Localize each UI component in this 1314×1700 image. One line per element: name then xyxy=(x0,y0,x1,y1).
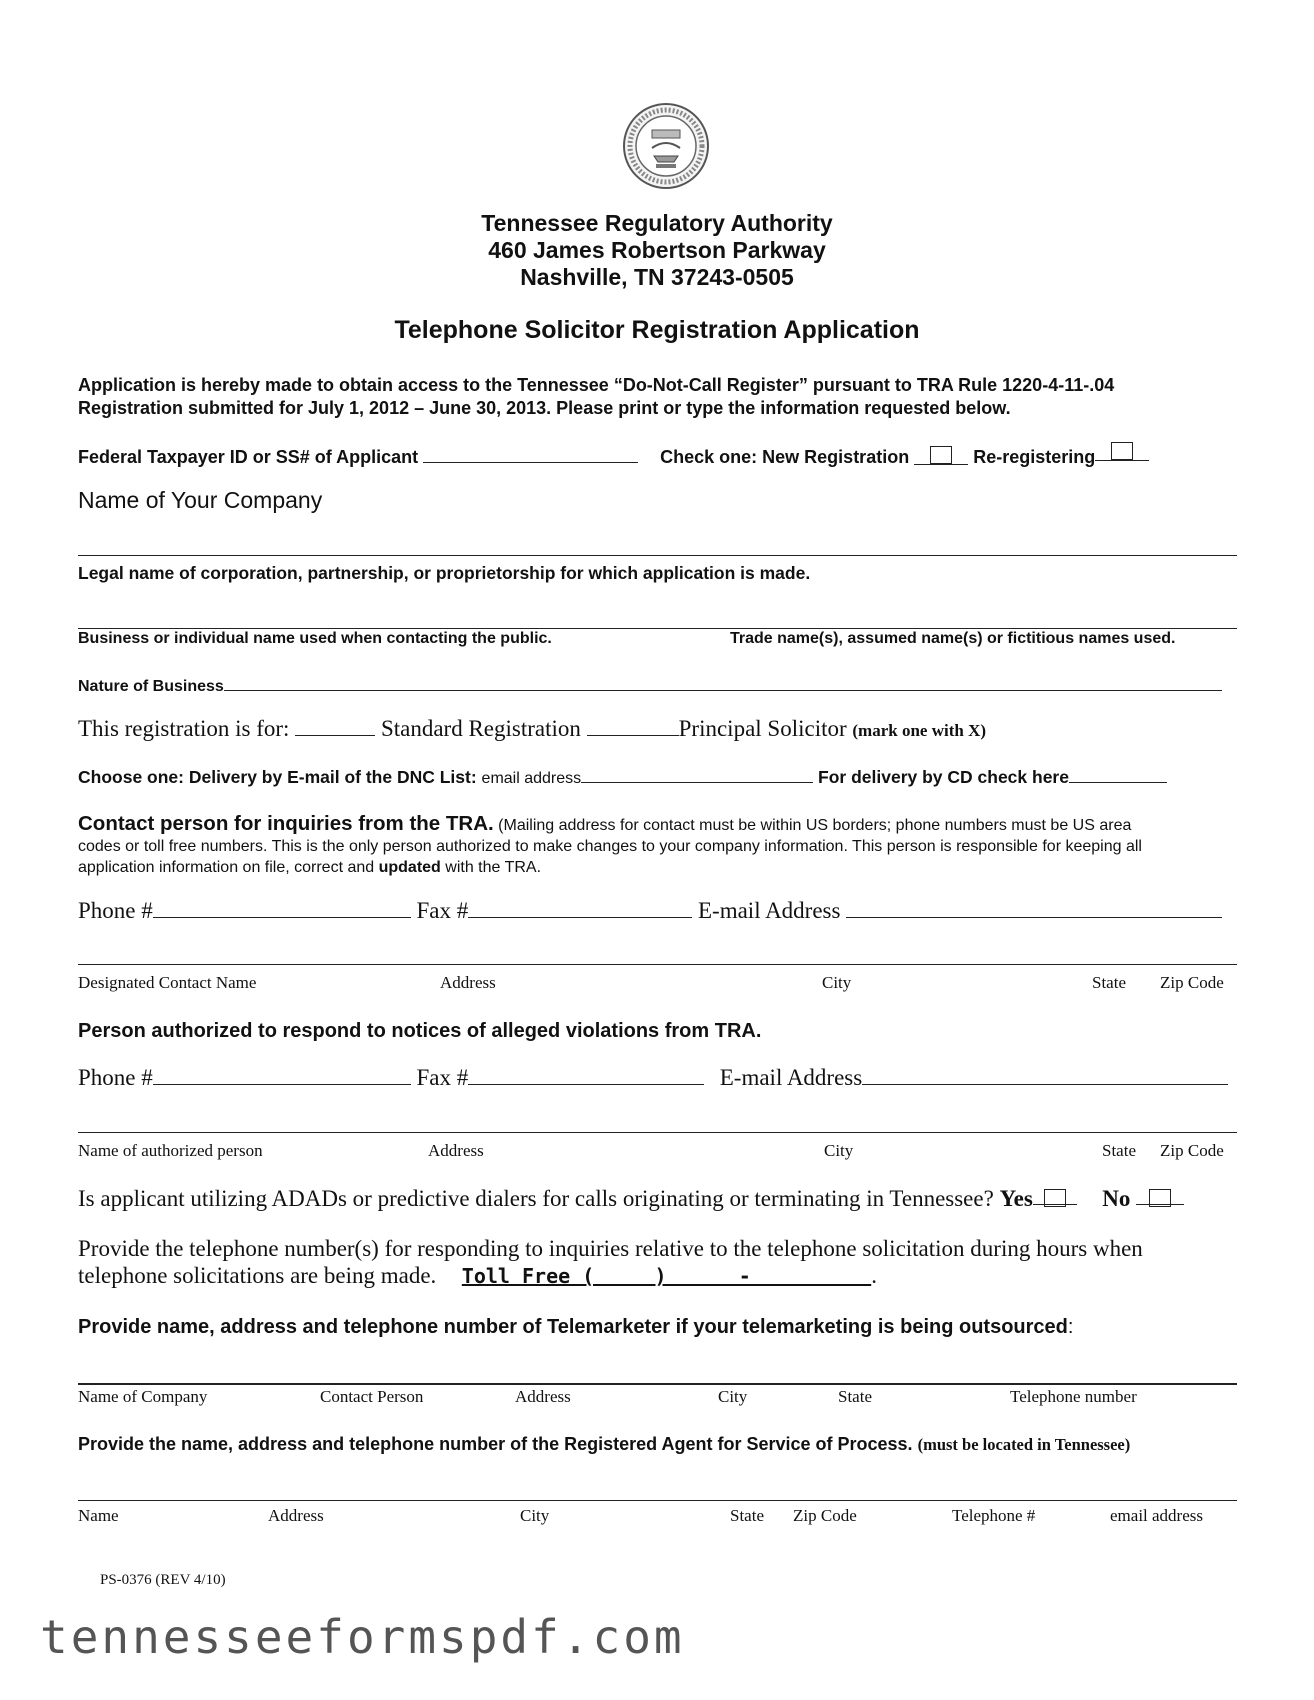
agent-caption-telephone: Telephone # xyxy=(952,1506,1036,1525)
taxpayer-label: Federal Taxpayer ID or SS# of Applicant xyxy=(78,447,419,467)
org-street: 460 James Robertson Parkway xyxy=(488,237,826,263)
agent-note: (must be located in Tennessee) xyxy=(917,1435,1131,1454)
contact-caption-zip: Zip Code xyxy=(1160,973,1224,992)
telemarketer-caption-telephone: Telephone number xyxy=(1010,1387,1137,1406)
adad-no-line[interactable] xyxy=(1136,1186,1184,1205)
telemarketer-line[interactable] xyxy=(78,1383,1237,1385)
contact-fax-label: Fax # xyxy=(416,898,469,923)
registration-type-note: (mark one with X) xyxy=(852,721,987,740)
cd-delivery-label: For delivery by CD check here xyxy=(818,767,1069,787)
contact-email-field[interactable] xyxy=(846,899,1222,918)
registration-type-prefix: This registration is for: xyxy=(78,716,290,741)
contact-address-line[interactable] xyxy=(78,964,1237,965)
delivery-email-field[interactable] xyxy=(581,767,813,783)
agent-caption-name: Name xyxy=(78,1506,119,1525)
contact-note-2: codes or toll free numbers. This is the only person authorized to make changes to your company information. This person is responsible for keeping all xyxy=(78,838,1142,855)
telemarketer-caption-contact: Contact Person xyxy=(320,1387,424,1406)
delivery-row xyxy=(78,767,1167,788)
contact-note-3b: updated xyxy=(378,859,441,876)
contact-phone-row xyxy=(78,898,1222,924)
contact-fax-field[interactable] xyxy=(468,899,692,918)
tollfree-line-2-row: telephone solicitations are being made. Toll Free ( ) - . xyxy=(78,1263,877,1288)
form-title: Telephone Solicitor Registration Application xyxy=(394,316,920,344)
company-legal-name-line[interactable] xyxy=(78,555,1237,556)
agent-heading: Provide the name, address and telephone number of the Registered Agent for Service of Process. xyxy=(78,1434,913,1454)
delivery-choose-label: Choose one: Delivery by E-mail of the DNC List: xyxy=(78,767,477,787)
new-registration-checkbox-line[interactable] xyxy=(914,446,968,465)
principal-solicitor-label: Principal Solicitor xyxy=(678,716,847,741)
trade-name-caption: Trade name(s), assumed name(s) or fictitious names used. xyxy=(730,630,1176,647)
adad-yes-line[interactable] xyxy=(1033,1186,1077,1205)
agent-line[interactable] xyxy=(78,1500,1237,1501)
telemarketer-caption-state: State xyxy=(838,1387,872,1406)
adad-question: Is applicant utilizing ADADs or predictive dialers for calls originating or terminating in Tennessee? xyxy=(78,1186,994,1211)
contact-heading: Contact person for inquiries from the TRA. xyxy=(78,812,494,835)
nature-of-business-row xyxy=(78,675,1222,696)
legal-name-caption: Legal name of corporation, partnership, or proprietorship for which application is made. xyxy=(78,563,811,583)
principal-solicitor-mark[interactable] xyxy=(587,717,679,736)
agent-caption-address: Address xyxy=(268,1506,324,1525)
intro-line-1: Application is hereby made to obtain access to the Tennessee “Do-Not-Call Register” pursuant to TRA Rule 1220-4-11-.04 xyxy=(78,375,1115,395)
authorized-caption-name: Name of authorized person xyxy=(78,1141,263,1160)
re-registering-label: Re-registering xyxy=(973,447,1096,467)
company-name-value[interactable]: Name of Your Company xyxy=(78,487,323,513)
org-city-line: Nashville, TN 37243-0505 xyxy=(520,264,794,290)
tollfree-line-1: Provide the telephone number(s) for responding to inquiries relative to the telephone solicitation during hours when xyxy=(78,1236,1143,1261)
state-seal xyxy=(622,102,710,190)
nature-of-business-field[interactable] xyxy=(224,675,1222,691)
standard-registration-label: Standard Registration xyxy=(380,716,581,741)
contact-caption-state: State xyxy=(1092,973,1126,992)
contact-heading-row xyxy=(78,812,1131,836)
adad-no-checkbox[interactable] xyxy=(1149,1189,1171,1207)
contact-phone-field[interactable] xyxy=(153,899,411,918)
toll-free-number-field[interactable]: Toll Free ( ) - xyxy=(461,1264,872,1288)
contact-caption-name: Designated Contact Name xyxy=(78,973,257,992)
re-registering-checkbox-line[interactable] xyxy=(1095,442,1149,461)
registration-type-row xyxy=(78,716,986,742)
cd-delivery-field[interactable] xyxy=(1069,767,1167,783)
telemarketer-caption-city: City xyxy=(718,1387,748,1406)
site-watermark: tennesseeformspdf.com xyxy=(40,1610,685,1664)
business-name-line[interactable] xyxy=(78,628,1237,629)
contact-note-3c: with the TRA. xyxy=(440,859,542,876)
contact-note-3 xyxy=(78,859,541,877)
telemarketer-caption-address: Address xyxy=(515,1387,571,1406)
authorized-fax-field[interactable] xyxy=(468,1066,704,1085)
standard-registration-mark[interactable] xyxy=(295,717,375,736)
tollfree-line-2: telephone solicitations are being made. xyxy=(78,1263,437,1288)
telemarketer-caption-company: Name of Company xyxy=(78,1387,208,1406)
authorized-fax-label: Fax # xyxy=(416,1065,469,1090)
authorized-address-line[interactable] xyxy=(78,1132,1237,1133)
authorized-heading: Person authorized to respond to notices of alleged violations from TRA. xyxy=(78,1020,762,1042)
contact-note-1: (Mailing address for contact must be within US borders; phone numbers must be US area xyxy=(498,817,1132,834)
taxpayer-row xyxy=(78,442,1149,468)
agent-caption-state: State xyxy=(730,1506,764,1525)
agent-caption-zip: Zip Code xyxy=(793,1506,857,1525)
authorized-caption-state: State xyxy=(1102,1141,1136,1160)
authorized-phone-row xyxy=(78,1065,1228,1091)
check-one-label: Check one: New Registration xyxy=(660,447,910,467)
contact-phone-label: Phone # xyxy=(78,898,153,923)
authorized-email-field[interactable] xyxy=(862,1066,1228,1085)
contact-caption-address: Address xyxy=(440,973,496,992)
intro-line-2: Registration submitted for July 1, 2012 – June 30, 2013. Please print or type the information requested below. xyxy=(78,398,1011,418)
authorized-email-label: E-mail Address xyxy=(719,1065,863,1090)
telemarketer-heading-row xyxy=(78,1316,1073,1339)
telemarketer-heading: Provide name, address and telephone number of Telemarketer if your telemarketing is being outsourced xyxy=(78,1316,1068,1338)
contact-email-label: E-mail Address xyxy=(698,898,841,923)
authorized-caption-address: Address xyxy=(428,1141,484,1160)
new-registration-checkbox[interactable] xyxy=(930,446,952,464)
business-name-caption: Business or individual name used when contacting the public. xyxy=(78,630,552,647)
re-registering-checkbox[interactable] xyxy=(1111,442,1133,460)
authorized-caption-city: City xyxy=(824,1141,854,1160)
authorized-caption-zip: Zip Code xyxy=(1160,1141,1224,1160)
agent-heading-row xyxy=(78,1434,1130,1455)
taxpayer-id-field[interactable] xyxy=(423,444,638,463)
authorized-phone-field[interactable] xyxy=(153,1066,411,1085)
adad-row xyxy=(78,1186,1184,1212)
authorized-phone-label: Phone # xyxy=(78,1065,153,1090)
adad-yes-label: Yes xyxy=(999,1186,1033,1211)
agent-caption-city: City xyxy=(520,1506,550,1525)
form-number: PS-0376 (REV 4/10) xyxy=(100,1572,226,1588)
org-name: Tennessee Regulatory Authority xyxy=(481,210,833,236)
nature-of-business-label: Nature of Business xyxy=(78,678,224,695)
delivery-email-label: email address xyxy=(481,770,582,787)
contact-caption-city: City xyxy=(822,973,852,992)
contact-note-3a: application information on file, correct and xyxy=(78,859,379,876)
adad-yes-checkbox[interactable] xyxy=(1044,1189,1066,1207)
telemarketer-heading-colon: : xyxy=(1067,1316,1074,1338)
agent-caption-email: email address xyxy=(1110,1506,1203,1525)
adad-no-label: No xyxy=(1102,1186,1131,1211)
